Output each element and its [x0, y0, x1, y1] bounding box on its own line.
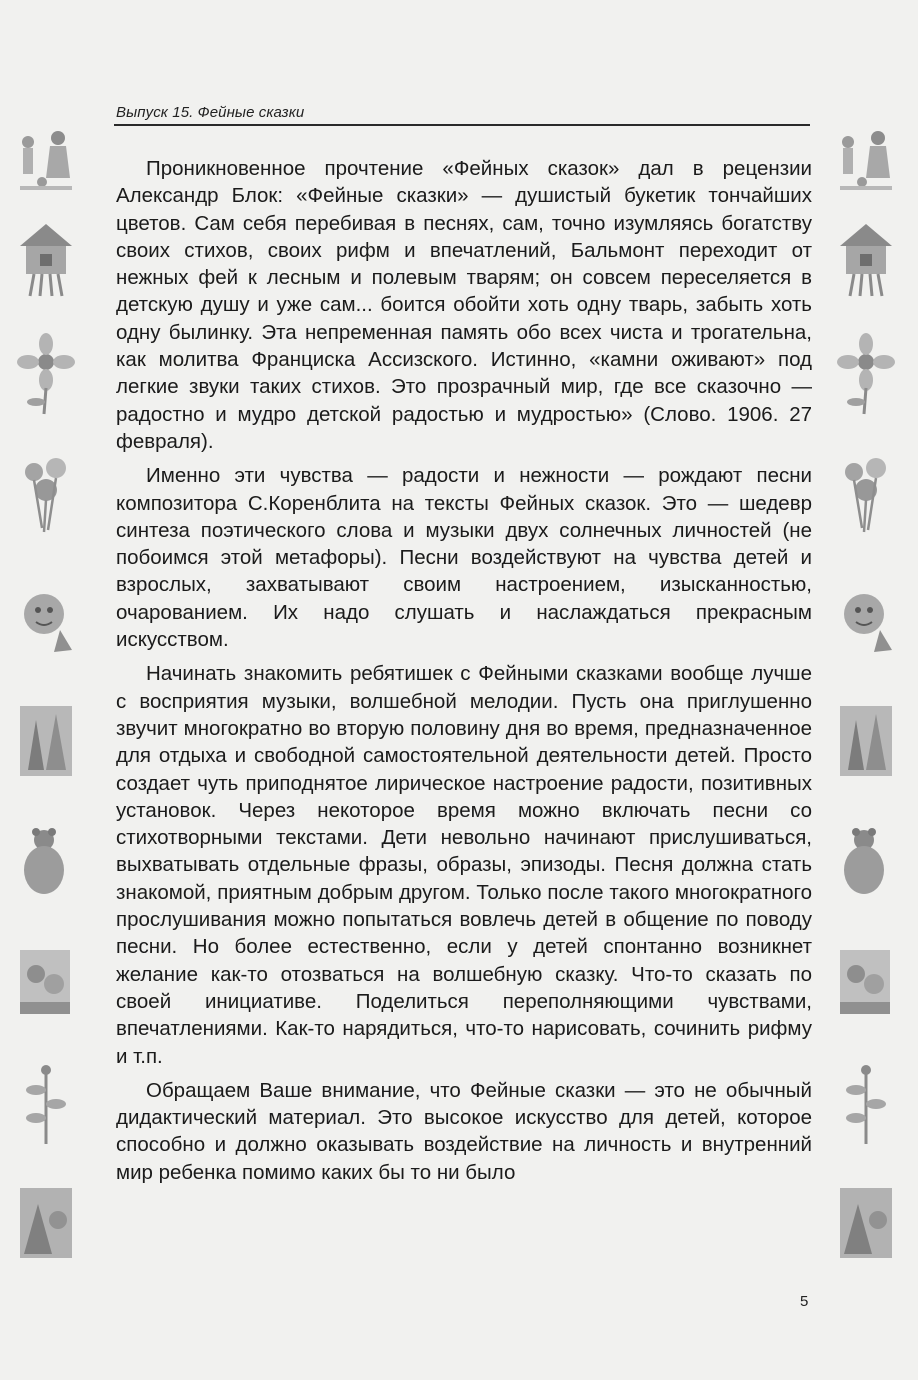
paragraph-1: Проникновенное прочтение «Фейных сказок» дал в рецензии Александр Блок: «Фейные сказки» — душистый букетик тончайших цветов. Сам себя перебивая в песнях, сам, точно изумляясь богатству своих стихов, своих рифм и впечатлений, Бальмонт переходит от нежных фей к лесным и полевым тварям; он совсем переселяется в детскую душу и уже сам... боится обойти хоть одну тварь, забыть хоть одну былинку. Эта непременная память обо всех чиста и трогательна, как молитва Франциска Ассизского. Истинно, «камни оживают» под легкие звуки таких стихов. Это прозрачный мир, где все сказочно — радостно и мудро детской радостью и мудростью» (Слово. 1906. 27 февраля). [116, 157, 812, 453]
garden-scene-icon [14, 940, 78, 1026]
paragraph-3: Начинать знакомить ребятишек с Фейными сказками вообще лучше с восприятия музыки, волшебной мелодии. Пусть она приглушенно звучит многократно во вторую половину дня во время, предназначенное для отдыха и свободной самостоятельной деятельности детей. Просто создает чуть приподнятое лирическое настроение радости, позитивных установок. Через некоторое время можно включать песни со стихотворными текстами. Дети невольно начинают прислушиваться, выхватывать отдельные фразы, образы, эпизоды. Песня должна стать знакомой, приятным добрым другом. Только после такого многократного прослушивания можно попытаться вовлечь детей в общение по поводу песни. Но более естественно, если у детей спонтанно возникнет желание как-то отозваться на волшебную сказку. Что-то сказать по своей инициативе. Поделиться переполняющими чувствами, впечатлениями. Как-то нарядиться, что-то нарисовать, сочинить рифму и т.п. [116, 662, 812, 1068]
flower-icon [834, 330, 898, 416]
woodland-scene-icon [834, 1180, 898, 1266]
figures-icon [14, 120, 78, 206]
header-rule [114, 124, 810, 126]
paragraph-4: Обращаем Ваше внимание, что Фейные сказки — это не обычный дидактический материал. Это высокое искусство для детей, которое способно и должно оказывать воздействие на личность и внутренний мир ребенка помимо каких бы то ни было [116, 1078, 812, 1184]
bear-icon [14, 820, 78, 906]
fairy-face-icon [834, 580, 898, 666]
hut-icon [14, 216, 78, 302]
flower-bouquet-icon [834, 450, 898, 536]
paragraph-2: Именно эти чувства — радости и нежности — рождают песни композитора С.Коренблита на тексты Фейных сказок. Это — шедевр синтеза поэтического слова и музыки двух солнечных личностей (не побоимся этой метафоры). Песни воздействуют на чувства детей и взрослых, захватывают своим настроением, изысканностью, очарованием. Их надо слушать и наслаждаться прекрасным искусством. [116, 464, 812, 652]
page-number: 5 [800, 1293, 809, 1310]
body-text [116, 155, 812, 1193]
woodland-scene-icon [14, 1180, 78, 1266]
hut-icon [834, 216, 898, 302]
forest-scene-icon [834, 700, 898, 786]
plant-sprig-icon [834, 1060, 898, 1146]
forest-scene-icon [14, 700, 78, 786]
figures-icon [834, 120, 898, 206]
flower-bouquet-icon [14, 450, 78, 536]
garden-scene-icon [834, 940, 898, 1026]
fairy-face-icon [14, 580, 78, 666]
bear-icon [834, 820, 898, 906]
running-header: Выпуск 15. Фейные сказки [116, 104, 305, 121]
plant-sprig-icon [14, 1060, 78, 1146]
flower-icon [14, 330, 78, 416]
